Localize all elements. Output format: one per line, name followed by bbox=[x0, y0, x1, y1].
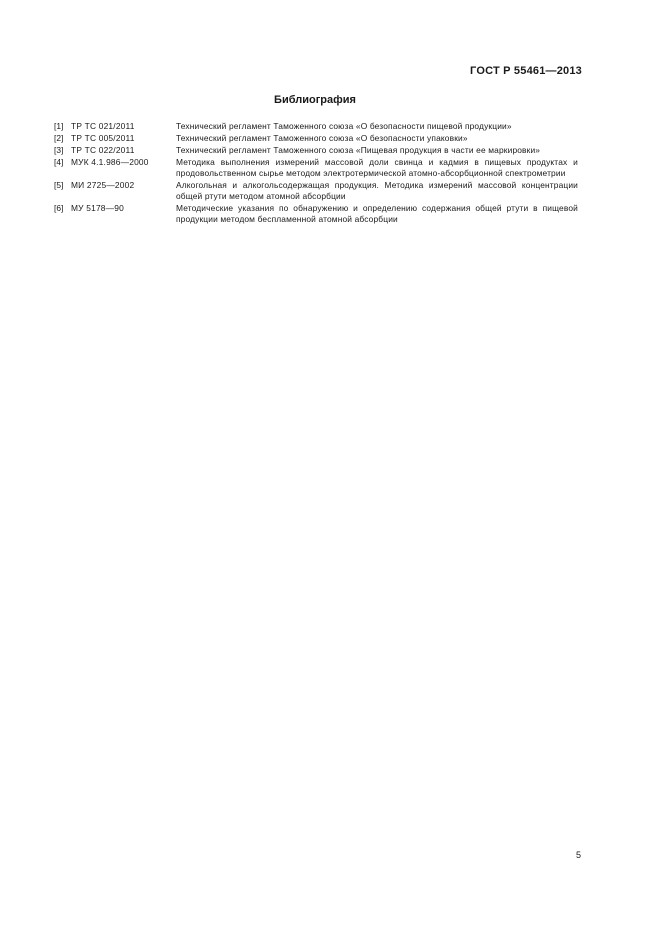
reference-code: ТР ТС 021/2011 bbox=[71, 121, 135, 131]
reference-title: Технический регламент Таможенного союза «Пищевая продукция в части ее маркировки» bbox=[176, 145, 541, 155]
bibliography-item bbox=[54, 121, 578, 132]
reference-number: [6] bbox=[54, 203, 64, 213]
reference-title: Методика выполнения измерений массовой доли свинца и кадмия в пищевых продуктах и продовольственном сырье методом электротермической атомно-абсорбционной спектрометрии bbox=[176, 157, 578, 178]
reference-code: ТР ТС 005/2011 bbox=[71, 133, 135, 143]
reference-code: ТР ТС 022/2011 bbox=[71, 145, 135, 155]
bibliography-item bbox=[54, 157, 578, 179]
reference-title: Алкогольная и алкогольсодержащая продукция. Методика измерений массовой концентрации общей ртути методом атомной абсорбции bbox=[176, 180, 578, 201]
bibliography-list bbox=[54, 121, 578, 226]
reference-code: МИ 2725—2002 bbox=[71, 180, 135, 190]
reference-title: Методические указания по обнаружению и определению содержания общей ртути в пищевой продукции методом беспламенной атомной абсорбции bbox=[176, 203, 578, 224]
bibliography-item bbox=[54, 145, 578, 156]
bibliography-item bbox=[54, 133, 578, 144]
reference-code: МУ 5178—90 bbox=[71, 203, 124, 213]
reference-number: [2] bbox=[54, 133, 64, 143]
section-title: Библиография bbox=[274, 94, 356, 106]
reference-number: [4] bbox=[54, 157, 64, 167]
reference-code: МУК 4.1.986—2000 bbox=[71, 157, 149, 167]
bibliography-item bbox=[54, 203, 578, 225]
page-number: 5 bbox=[575, 850, 581, 860]
document-code: ГОСТ Р 55461—2013 bbox=[470, 65, 582, 77]
reference-title: Технический регламент Таможенного союза «О безопасности упаковки» bbox=[176, 133, 468, 143]
reference-number: [3] bbox=[54, 145, 64, 155]
reference-title: Технический регламент Таможенного союза «О безопасности пищевой продукции» bbox=[176, 121, 512, 131]
reference-number: [5] bbox=[54, 180, 64, 190]
reference-number: [1] bbox=[54, 121, 64, 131]
bibliography-item bbox=[54, 180, 578, 202]
